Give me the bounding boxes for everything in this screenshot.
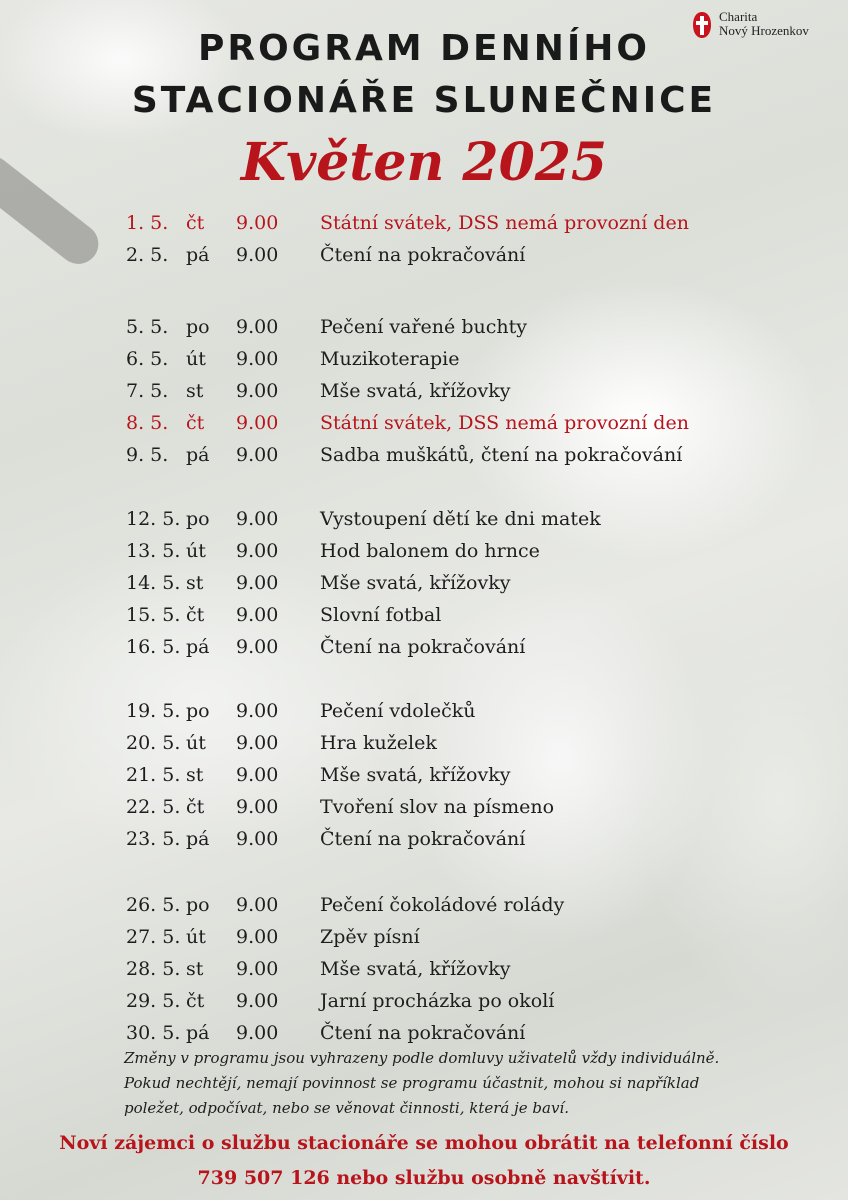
month-heading: Květen 2025	[240, 132, 608, 193]
schedule-time: 9.00	[236, 604, 279, 626]
schedule-row	[0, 926, 848, 954]
schedule-date: 9. 5.	[126, 444, 169, 466]
schedule-activity: Státní svátek, DSS nemá provozní den	[320, 212, 689, 234]
schedule-row	[0, 796, 848, 824]
schedule-date: 29. 5.	[126, 990, 181, 1012]
logo-line-2: Nový Hrozenkov	[719, 23, 809, 38]
schedule-day: pá	[186, 828, 210, 850]
note-line-1: Změny v programu jsou vyhrazeny podle domluvy uživatelů vždy individuálně.	[124, 1049, 720, 1067]
title-line-1: PROGRAM DENNÍHO	[197, 28, 651, 69]
schedule-day: po	[186, 508, 210, 530]
schedule-activity: Muzikoterapie	[320, 348, 460, 370]
schedule-time: 9.00	[236, 958, 279, 980]
schedule-row	[0, 732, 848, 760]
schedule-activity: Sadba muškátů, čtení na pokračování	[320, 444, 683, 466]
schedule-day: pá	[186, 244, 210, 266]
schedule-date: 2. 5.	[126, 244, 169, 266]
schedule-date: 6. 5.	[126, 348, 169, 370]
contact-line-1: Noví zájemci o službu stacionáře se mohou obrátit na telefonní číslo	[59, 1132, 789, 1154]
schedule-activity: Slovní fotbal	[320, 604, 442, 626]
schedule-activity: Pečení vařené buchty	[320, 316, 527, 338]
schedule-row	[0, 958, 848, 986]
schedule-row	[0, 828, 848, 856]
schedule-activity: Pečení čokoládové rolády	[320, 894, 565, 916]
schedule-date: 30. 5.	[126, 1022, 181, 1044]
schedule-row-holiday	[0, 212, 848, 240]
schedule-day: út	[186, 540, 206, 562]
schedule-time: 9.00	[236, 572, 279, 594]
note-line-2: Pokud nechtějí, nemají povinnost se programu účastnit, mohou si například	[124, 1074, 700, 1092]
schedule-row	[0, 444, 848, 472]
schedule-day: út	[186, 732, 206, 754]
schedule-time: 9.00	[236, 444, 279, 466]
schedule-activity: Mše svatá, křížovky	[320, 572, 511, 594]
schedule-time: 9.00	[236, 700, 279, 722]
schedule-day: pá	[186, 1022, 210, 1044]
schedule-day: út	[186, 348, 206, 370]
schedule-time: 9.00	[236, 380, 279, 402]
title-line-2: STACIONÁŘE SLUNEČNICE	[131, 80, 717, 121]
schedule-date: 22. 5.	[126, 796, 181, 818]
schedule-row	[0, 764, 848, 792]
schedule-date: 16. 5.	[126, 636, 181, 658]
schedule-day: st	[186, 958, 204, 980]
schedule-date: 21. 5.	[126, 764, 181, 786]
schedule-activity: Vystoupení dětí ke dni matek	[320, 508, 601, 530]
schedule-activity: Tvoření slov na písmeno	[320, 796, 555, 818]
logo-line-1: Charita	[719, 9, 758, 24]
schedule-activity: Čtení na pokračování	[320, 244, 526, 266]
schedule-activity: Čtení na pokračování	[320, 1022, 526, 1044]
schedule-time: 9.00	[236, 990, 279, 1012]
schedule-time: 9.00	[236, 540, 279, 562]
schedule-time: 9.00	[236, 348, 279, 370]
schedule-day: st	[186, 572, 204, 594]
schedule-date: 12. 5.	[126, 508, 181, 530]
schedule-date: 27. 5.	[126, 926, 181, 948]
schedule-day: po	[186, 894, 210, 916]
schedule-date: 19. 5.	[126, 700, 181, 722]
schedule-activity: Hra kuželek	[320, 732, 437, 754]
schedule-time: 9.00	[236, 412, 279, 434]
schedule-date: 20. 5.	[126, 732, 181, 754]
schedule-row	[0, 990, 848, 1018]
schedule-date: 1. 5.	[126, 212, 169, 234]
schedule-date: 28. 5.	[126, 958, 181, 980]
schedule-row	[0, 894, 848, 922]
schedule-time: 9.00	[236, 926, 279, 948]
schedule-time: 9.00	[236, 732, 279, 754]
schedule-date: 26. 5.	[126, 894, 181, 916]
contact-info	[0, 1126, 848, 1196]
schedule-activity: Hod balonem do hrnce	[320, 540, 540, 562]
schedule-date: 5. 5.	[126, 316, 169, 338]
schedule-time: 9.00	[236, 764, 279, 786]
schedule-day: st	[186, 764, 204, 786]
schedule-day: út	[186, 926, 206, 948]
schedule-activity: Čtení na pokračování	[320, 636, 526, 658]
contact-line-2: 739 507 126 nebo službu osobně navštívit.	[197, 1167, 651, 1189]
schedule-date: 7. 5.	[126, 380, 169, 402]
schedule-day: pá	[186, 444, 210, 466]
schedule-row	[0, 572, 848, 600]
schedule-day: po	[186, 316, 210, 338]
schedule-activity: Státní svátek, DSS nemá provozní den	[320, 412, 689, 434]
schedule-time: 9.00	[236, 508, 279, 530]
schedule-activity: Jarní procházka po okolí	[320, 990, 555, 1012]
schedule-day: po	[186, 700, 210, 722]
schedule-day: čt	[186, 796, 205, 818]
schedule-time: 9.00	[236, 796, 279, 818]
schedule-activity: Mše svatá, křížovky	[320, 380, 511, 402]
schedule-time: 9.00	[236, 1022, 279, 1044]
schedule-time: 9.00	[236, 828, 279, 850]
schedule-row-holiday	[0, 412, 848, 440]
schedule-day: čt	[186, 604, 205, 626]
schedule-row	[0, 636, 848, 664]
schedule-activity: Zpěv písní	[320, 926, 420, 948]
note-line-3: poležet, odpočívat, nebo se věnovat činnosti, která je baví.	[124, 1099, 569, 1117]
schedule-row	[0, 244, 848, 272]
schedule-date: 13. 5.	[126, 540, 181, 562]
schedule-date: 23. 5.	[126, 828, 181, 850]
schedule-activity: Čtení na pokračování	[320, 828, 526, 850]
schedule-time: 9.00	[236, 316, 279, 338]
schedule-row	[0, 380, 848, 408]
schedule-date: 8. 5.	[126, 412, 169, 434]
schedule-day: čt	[186, 212, 205, 234]
schedule-time: 9.00	[236, 244, 279, 266]
schedule-time: 9.00	[236, 212, 279, 234]
schedule-activity: Pečení vdolečků	[320, 700, 476, 722]
schedule-date: 14. 5.	[126, 572, 181, 594]
schedule-day: čt	[186, 990, 205, 1012]
schedule-time: 9.00	[236, 636, 279, 658]
schedule-row	[0, 540, 848, 568]
schedule-row	[0, 604, 848, 632]
schedule-day: st	[186, 380, 204, 402]
schedule-time: 9.00	[236, 894, 279, 916]
program-note	[124, 1046, 824, 1121]
schedule-row	[0, 348, 848, 376]
schedule-row	[0, 316, 848, 344]
schedule-row	[0, 700, 848, 728]
schedule-day: čt	[186, 412, 205, 434]
schedule-row	[0, 508, 848, 536]
schedule-day: pá	[186, 636, 210, 658]
schedule-activity: Mše svatá, křížovky	[320, 958, 511, 980]
schedule-date: 15. 5.	[126, 604, 181, 626]
schedule-activity: Mše svatá, křížovky	[320, 764, 511, 786]
